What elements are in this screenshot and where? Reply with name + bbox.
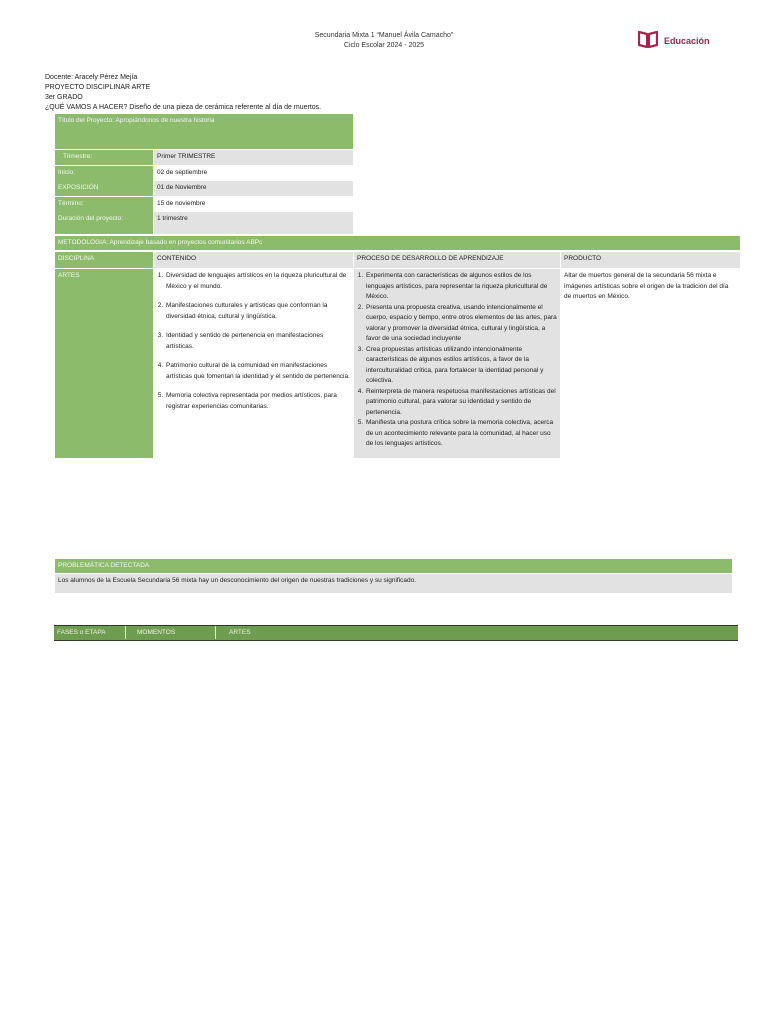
content-cell [154, 269, 353, 458]
educacion-logo [638, 31, 710, 51]
moments-label: MOMENTOS [134, 626, 216, 639]
process-item: 2. Presenta una propuesta creativa, usando intencionalmente el cuerpo, espacio y tiempo, entre otros elementos de las artes, para valorar y promover la diversidad étnica, cultural y lingüística, a favor de una sociedad incluyente [365, 303, 557, 345]
end-value: 15 de noviembre [154, 197, 353, 212]
start-label: Inicio: [55, 166, 153, 181]
problem-header: PROBLEMÁTICA DETECTADA [55, 559, 732, 573]
content-item: 1. Diversidad de lenguajes artísticos en la riqueza pluricultural de México y el mundo. [165, 271, 350, 292]
process-item: 5. Manifiesta una postura crítica sobre la memoria colectiva, acerca de un acontecimiento relevante para la comunidad, al hacer uso de los lenguajes artísticos. [365, 418, 557, 450]
process-item: 4. Reinterpreta de manera respetuosa manifestaciones artísticas del patrimonio cultural, para valorar su identidad y sentido de pertenencia. [365, 387, 557, 419]
open-book-icon [638, 30, 658, 53]
phases-bar [54, 625, 738, 641]
process-item: 1. Experimenta con características de algunos estilos de los lenguajes artísticos, para representar la riqueza pluricultural de México. [365, 271, 557, 303]
duration-value: 1 trimestre [154, 212, 353, 234]
school-cycle: Ciclo Escolar 2024 - 2025 [343, 42, 425, 49]
header-product: PRODUCTO [561, 252, 740, 268]
duration-label: Duración del proyecto: [55, 212, 153, 234]
trimester-value: Primer TRIMESTRE [154, 150, 353, 165]
header-content: CONTENIDO [154, 252, 353, 268]
school-name: Secundaria Mixta 1 “Manuel Ávila Camacho” [314, 32, 454, 39]
start-value: 02 de septiembre [154, 166, 353, 181]
discipline-cell: ARTES [55, 269, 153, 458]
grade: 3er GRADO [45, 94, 83, 101]
project-type: PROYECTO DISCIPLINAR ARTE [45, 84, 151, 91]
process-cell [354, 269, 560, 458]
arts-label: ARTES [229, 629, 251, 636]
logo-text: Educación [664, 36, 710, 46]
problem-text: Los alumnos de la Escuela Secundaria 56 mixta hay un desconocimiento del origen de nuestras tradiciones y su significado. [55, 574, 732, 593]
content-item: 2. Manifestaciones culturales y artísticas que conforman la diversidad étnica, cultural y lingüística. [165, 301, 350, 322]
content-item: 4. Patrimonio cultural de la comunidad en manifestaciones artísticas que fomentan la identidad y el sentido de pertenencia. [165, 361, 350, 382]
process-item: 3. Crea propuestas artísticas utilizando intencionalmente características de algunos estilos artísticos, a favor de la interculturalidad crítica, para fortalecer la identidad personal y colectiva. [365, 345, 557, 387]
header-discipline: DISCIPLINA [55, 252, 153, 268]
content-item: 3. Identidad y sentido de pertenencia en manifestaciones artísticas. [165, 331, 350, 352]
project-question: ¿QUÉ VAMOS A HACER? Diseño de una pieza de cerámica referente al día de muertos. [45, 104, 322, 111]
methodology-bar: METODOLOGIA: Aprendizaje basado en proyectos comunitarios ABPc [55, 236, 740, 250]
teacher-name: Docente: Aracely Pérez Mejía [45, 74, 138, 81]
content-item: 5. Memoria colectiva representada por medios artísticos, para registrar experiencias comunitarias. [165, 391, 350, 412]
end-label: Término: [55, 197, 153, 212]
phases-label: FASES o ETAPA [54, 626, 126, 639]
exposition-label: EXPOSICIÓN [55, 181, 153, 196]
header-process: PROCESO DE DESARROLLO DE APRENDIZAJE [354, 252, 560, 268]
trimester-label: Trimestre: [55, 150, 153, 165]
exposition-value: 01 de Noviembre [154, 181, 353, 196]
product-cell: Altar de muertos general de la secundaria 56 mixta e imágenes artísticas sobre el origen de la tradición del día de muertos en México. [561, 269, 740, 458]
project-title-cell: Título del Proyecto: Apropiándonos de nuestra historia [55, 114, 353, 149]
